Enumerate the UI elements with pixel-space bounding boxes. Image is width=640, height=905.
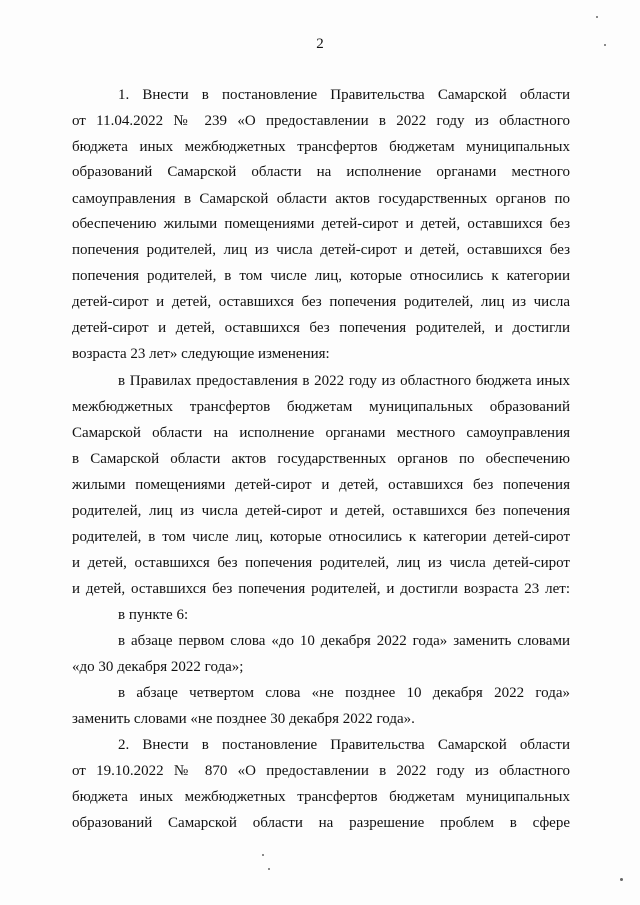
scan-speck	[620, 878, 623, 881]
text-line: в Самарской области актов государственных органов по обеспечению	[72, 451, 570, 467]
scan-speck	[268, 868, 270, 870]
text-line: и детей, оставшихся без попечения родителей, лиц из числа детей-сирот	[72, 555, 570, 571]
text-line: и детей, оставшихся без попечения родителей, и достигли возраста 23 лет:	[72, 581, 570, 597]
text-line: в пункте 6:	[118, 607, 189, 623]
text-line: бюджета иных межбюджетных трансфертов бюджетам муниципальных	[72, 139, 570, 155]
text-line: обеспечению жилыми помещениями детей-сирот и детей, оставшихся без	[72, 216, 570, 232]
scan-speck	[262, 854, 264, 856]
text-line: в абзаце четвертом слова «не позднее 10 декабря 2022 года»	[118, 685, 570, 701]
text-line: в абзаце первом слова «до 10 декабря 2022 года» заменить словами	[118, 633, 570, 649]
text-line: заменить словами «не позднее 30 декабря 2022 года».	[72, 711, 415, 727]
text-line: бюджета иных межбюджетных трансфертов бюджетам муниципальных	[72, 789, 570, 805]
text-line: «до 30 декабря 2022 года»;	[72, 659, 244, 675]
text-line: 1. Внести в постановление Правительства Самарской области	[118, 87, 570, 103]
scan-speck	[604, 44, 606, 46]
text-line: возраста 23 лет» следующие изменения:	[72, 346, 330, 362]
text-line: образований Самарской области на исполнение органами местного	[72, 164, 570, 180]
text-line: образований Самарской области на разрешение проблем в сфере	[72, 815, 570, 831]
text-line: родителей, лиц из числа детей-сирот и детей, оставшихся без попечения	[72, 503, 570, 519]
text-line: самоуправления в Самарской области актов государственных органов по	[72, 191, 570, 207]
scan-speck	[596, 16, 598, 18]
text-line: межбюджетных трансфертов бюджетам муниципальных образований	[72, 399, 570, 415]
text-line: Самарской области на исполнение органами местного самоуправления	[72, 425, 570, 441]
text-line: попечения родителей, в том числе лиц, которые относились к категории	[72, 268, 570, 284]
page-number: 2	[316, 36, 324, 52]
text-line: детей-сирот и детей, оставшихся без попечения родителей, и достигли	[72, 320, 570, 336]
text-line: жилыми помещениями детей-сирот и детей, оставшихся без попечения	[72, 477, 570, 493]
text-line: 2. Внести в постановление Правительства Самарской области	[118, 737, 570, 753]
text-line: детей-сирот и детей, оставшихся без попечения родителей, лиц из числа	[72, 294, 570, 310]
text-line: родителей, в том числе лиц, которые относились к категории детей-сирот	[72, 529, 570, 545]
text-line: в Правилах предоставления в 2022 году из областного бюджета иных	[118, 373, 570, 389]
text-line: от 19.10.2022 № 870 «О предоставлении в 2022 году из областного	[72, 763, 570, 779]
text-line: попечения родителей, лиц из числа детей-сирот и детей, оставшихся без	[72, 242, 570, 258]
text-line: от 11.04.2022 № 239 «О предоставлении в 2022 году из областного	[72, 113, 570, 129]
